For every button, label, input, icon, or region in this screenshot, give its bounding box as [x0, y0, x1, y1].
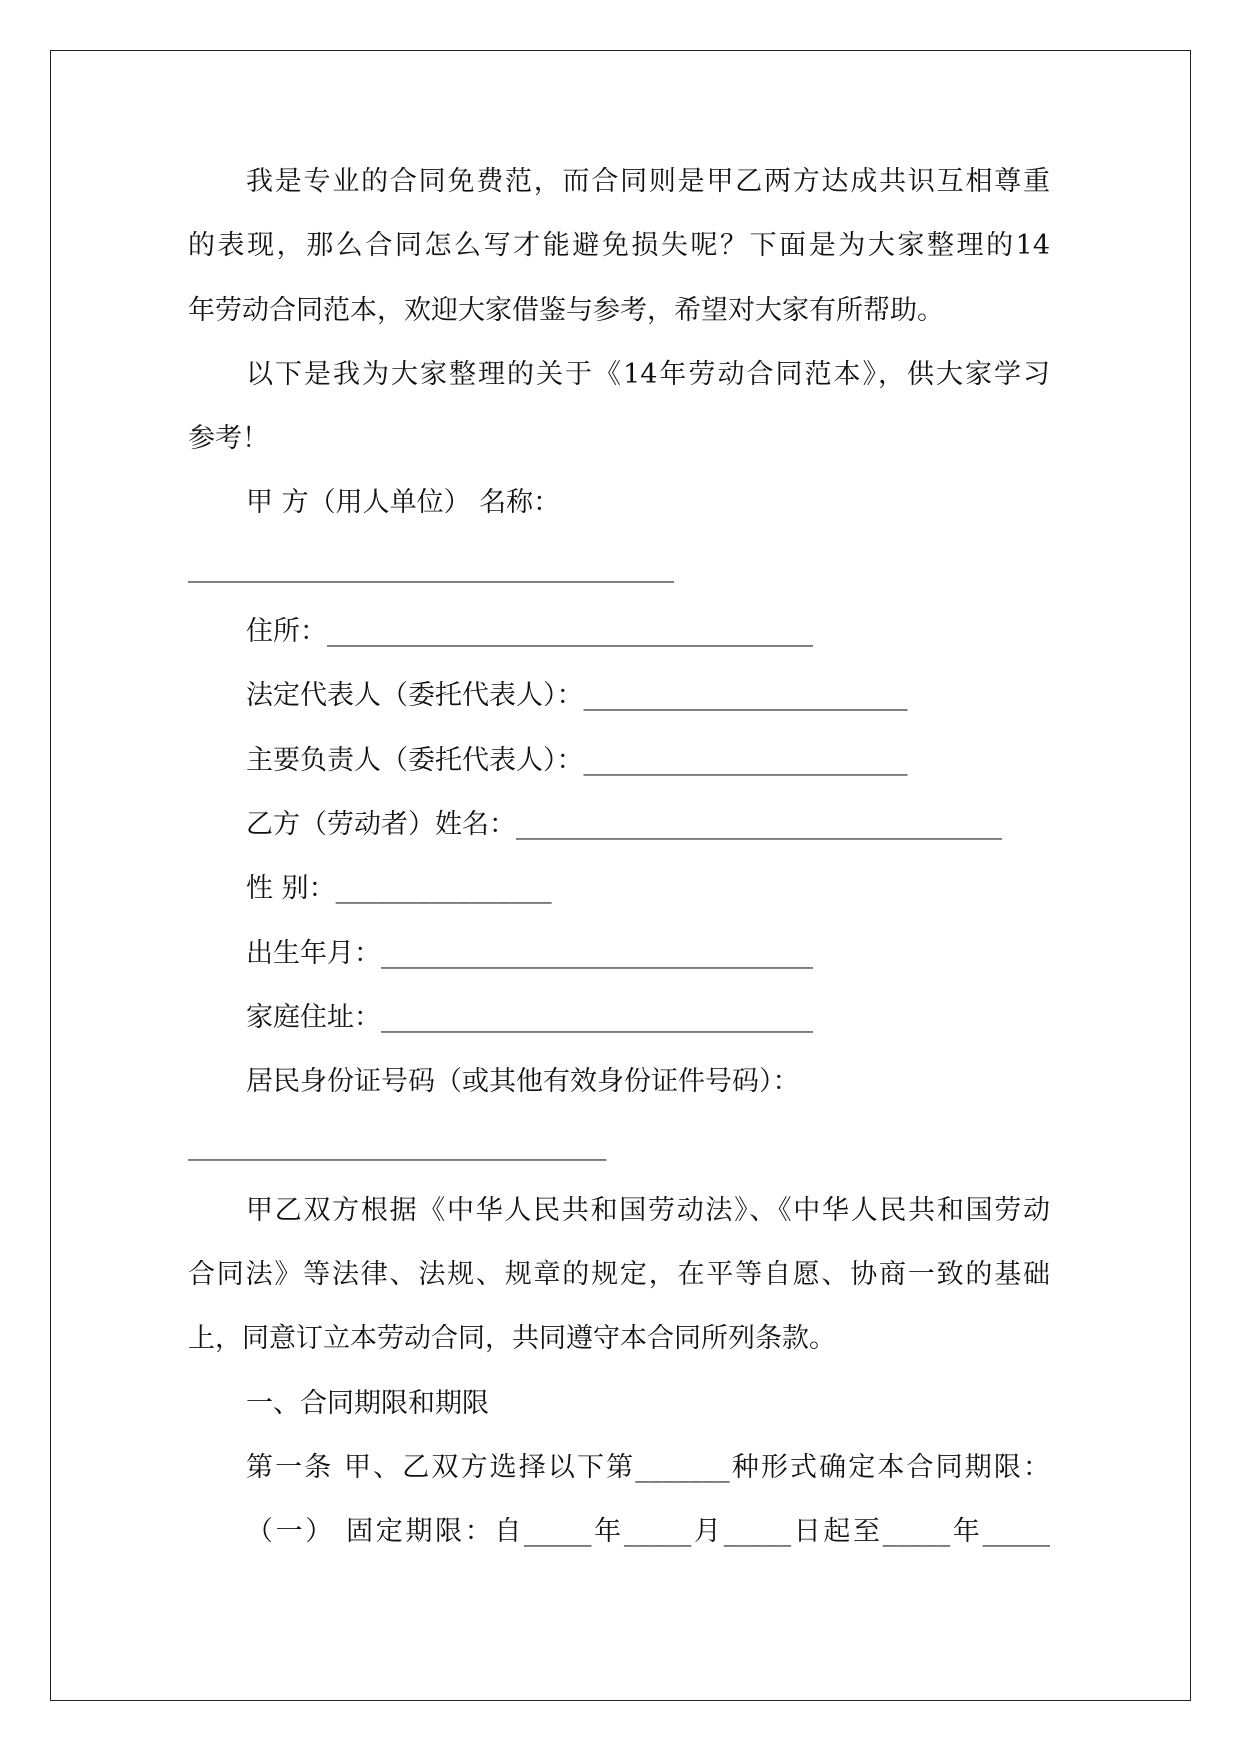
document-body [188, 150, 1050, 1565]
document-line: 主要负责人（委托代表人）：________________________ [246, 744, 908, 776]
document-line: 我是专业的合同免费范，而合同则是甲乙两方达成共识互相尊重 [246, 166, 1050, 197]
document-line: 合同法》等法律、法规、规章的规定，在平等自愿、协商一致的基础 [188, 1259, 1050, 1291]
document-line: ____________________________________ [188, 551, 674, 583]
document-line: 法定代表人（委托代表人）：________________________ [246, 680, 908, 712]
document-line: 性 别：________________ [246, 873, 552, 905]
document-line: 上，同意订立本劳动合同，共同遵守本合同所列条款。 [188, 1323, 836, 1355]
document-line: 年劳动合同范本，欢迎大家借鉴与参考，希望对大家有所帮助。 [188, 294, 944, 326]
document-line: _______________________________ [188, 1130, 607, 1162]
document-line: 甲乙双方根据《中华人民共和国劳动法》、《中华人民共和国劳动 [246, 1194, 1050, 1226]
document-line: 甲 方（用人单位） 名称： [246, 487, 561, 519]
document-line: 的表现，那么合同怎么写才能避免损失呢？下面是为大家整理的14 [188, 230, 1050, 262]
document-line: 第一条 甲、乙双方选择以下第_______种形式确定本合同期限： [246, 1451, 1050, 1483]
document-line: 以下是我为大家整理的关于《14年劳动合同范本》，供大家学习 [246, 358, 1050, 390]
document-line: 一、合同期限和期限 [246, 1387, 489, 1419]
document-line: 居民身份证号码（或其他有效身份证件号码）： [246, 1066, 800, 1098]
document-line: 乙方（劳动者）姓名：____________________________________ [246, 808, 1002, 840]
document-line: 参考！ [188, 423, 269, 455]
document-line: 住所：____________________________________ [246, 616, 813, 648]
document-line: （一） 固定期限：自_____年_____月_____日起至_____年_____ [246, 1516, 1050, 1548]
document-line: 家庭住址：________________________________ [246, 1001, 813, 1033]
document-line: 出生年月：________________________________ [246, 937, 813, 969]
